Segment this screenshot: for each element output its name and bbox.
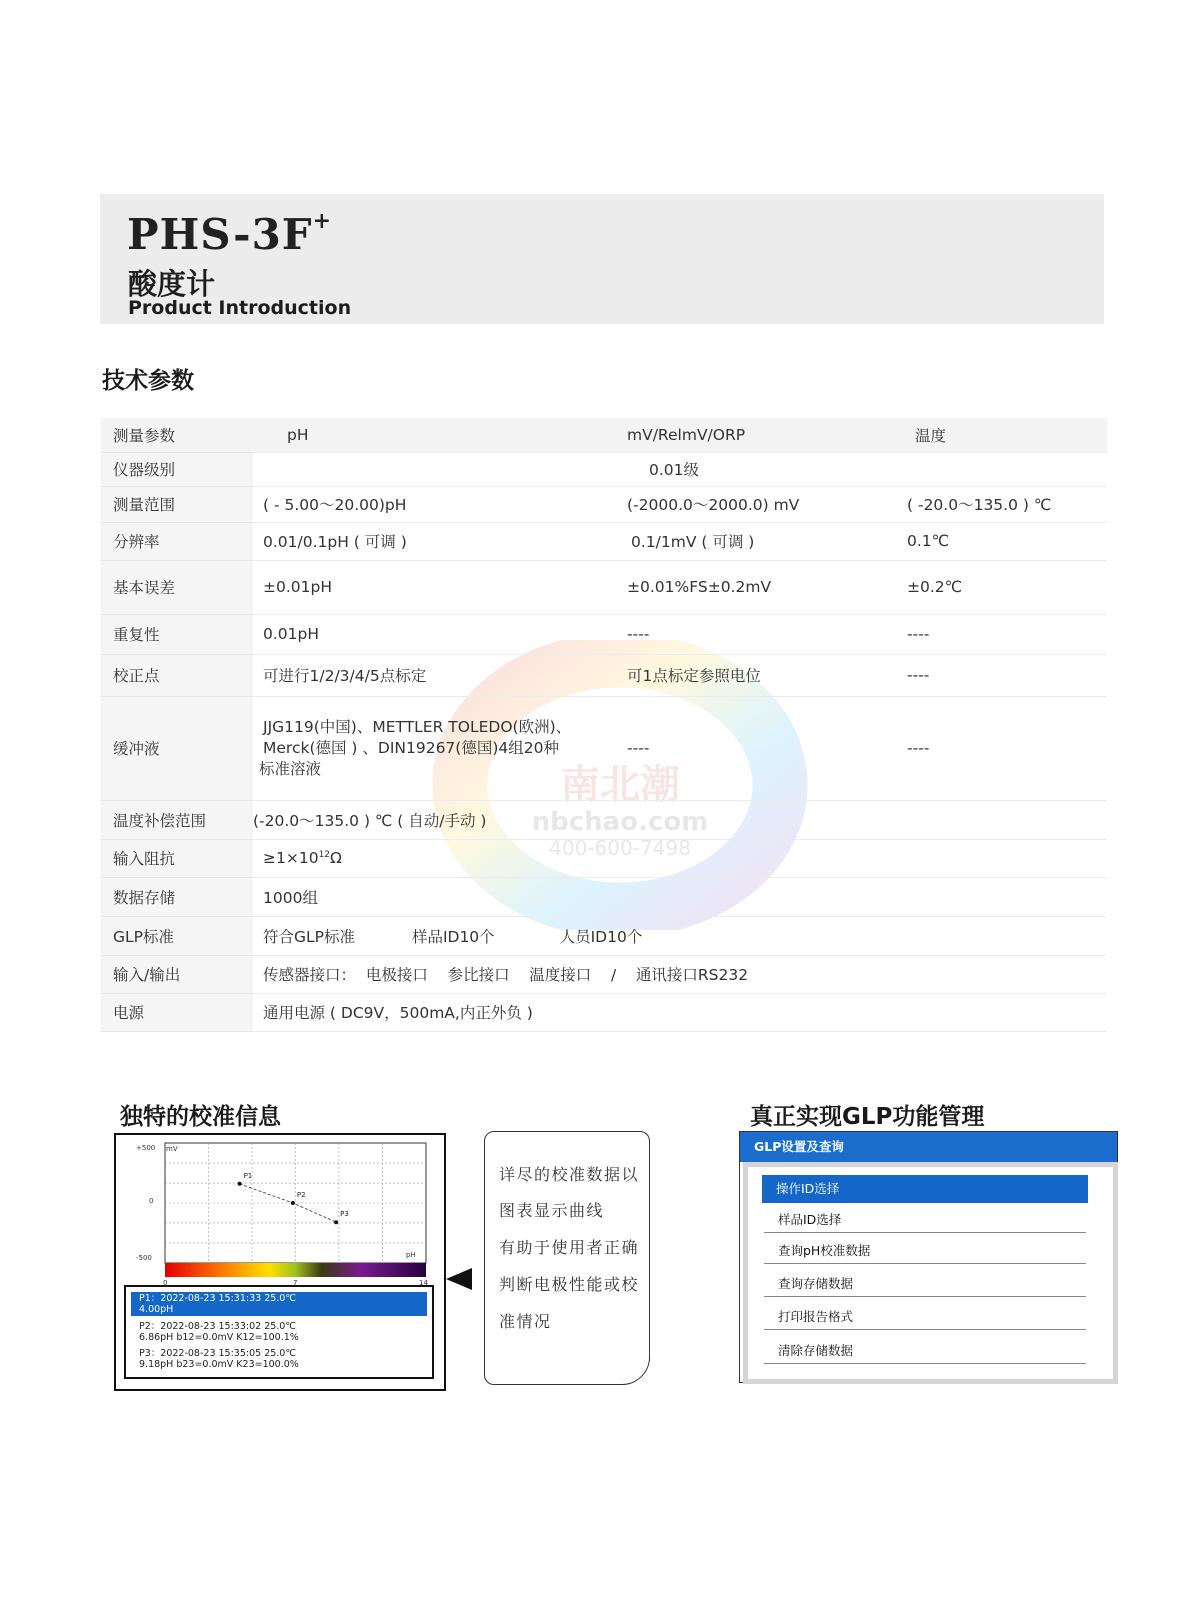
cell-value: ( - 5.00～20.00)pH bbox=[253, 486, 617, 522]
desc-line: 判断电极性能或校 bbox=[499, 1275, 640, 1294]
cell-value: 可进行1/2/3/4/5点标定 bbox=[253, 654, 617, 696]
cell-value: 0.01级 bbox=[253, 452, 1107, 486]
watermark-domain: nbchao.com bbox=[531, 807, 709, 837]
cell-value: ±0.01%FS±0.2mV bbox=[617, 560, 897, 614]
table-row bbox=[101, 696, 1107, 800]
row-label: 分辨率 bbox=[101, 522, 253, 560]
col-header-temp: 温度 bbox=[897, 418, 1107, 452]
product-introduction: Product Introduction bbox=[128, 297, 352, 319]
y-tick-label: +500 bbox=[136, 1144, 156, 1152]
col-header-ph: pH bbox=[253, 418, 617, 452]
cell-value: 0.1℃ bbox=[897, 522, 1107, 560]
menu-item-stored-data[interactable]: 查询存储数据 bbox=[764, 1267, 1086, 1297]
cell-value: ±0.2℃ bbox=[897, 560, 1107, 614]
buffer-line: Merck(德国 ) 、DIN19267(德国)4组20种 bbox=[263, 738, 559, 757]
calibration-point bbox=[334, 1220, 338, 1224]
cell-value: $\ge 1\times 10^{12}\Omega$ bbox=[253, 839, 1107, 877]
glp-value: 符合GLP标准 bbox=[263, 927, 355, 946]
menu-item-sample-id[interactable]: 样品ID选择 bbox=[764, 1203, 1086, 1233]
table-row bbox=[101, 916, 1107, 955]
cell-value bbox=[253, 916, 1107, 955]
calibration-point bbox=[238, 1182, 242, 1186]
calibration-chart bbox=[116, 1135, 444, 1285]
glp-value: 样品ID10个 bbox=[411, 927, 495, 946]
row-label: 测量参数 bbox=[101, 418, 253, 452]
table-row bbox=[101, 654, 1107, 696]
pointer-arrow-icon bbox=[446, 1268, 472, 1290]
header-band bbox=[100, 194, 1104, 324]
cell-value: 0.01/0.1pH ( 可调 ) bbox=[253, 522, 617, 560]
x-tick-label: 0 bbox=[163, 1279, 168, 1285]
glp-section-title: 真正实现GLP功能管理 bbox=[750, 1104, 985, 1130]
x-unit: pH bbox=[406, 1251, 416, 1259]
y-tick-label: 0 bbox=[149, 1197, 154, 1205]
desc-line: 图表显示曲线 bbox=[499, 1201, 605, 1220]
row-label: 仪器级别 bbox=[101, 452, 253, 486]
cell-value: 传感器接口： 电极接口 参比接口 温度接口 / 通讯接口RS232 bbox=[253, 955, 1107, 993]
x-tick-label: 14 bbox=[419, 1279, 428, 1285]
cell-value: 0.01pH bbox=[253, 614, 617, 654]
ph-color-scale bbox=[165, 1263, 426, 1277]
table-row bbox=[101, 486, 1107, 522]
cell-value: ( -20.0～135.0 ) ℃ bbox=[897, 486, 1107, 522]
desc-line: 详尽的校准数据以 bbox=[499, 1165, 640, 1184]
cell-value: 0.1/1mV ( 可调 ) bbox=[617, 522, 897, 560]
point-label: P2 bbox=[296, 1191, 306, 1199]
menu-item-operator-id[interactable]: 操作ID选择 bbox=[762, 1175, 1088, 1203]
table-row bbox=[101, 877, 1107, 916]
buffer-line: 标准溶液 bbox=[259, 759, 322, 778]
cell-value: 可1点标定参照电位 bbox=[617, 654, 897, 696]
row-label: 基本误差 bbox=[101, 560, 253, 614]
table-row bbox=[101, 614, 1107, 654]
product-name-cn: 酸度计 bbox=[128, 267, 216, 301]
model-number: PHS-3F+ bbox=[127, 208, 333, 259]
menu-item-print-format[interactable]: 打印报告格式 bbox=[764, 1300, 1086, 1330]
calibration-description bbox=[484, 1131, 650, 1385]
record-line: P2：2022-08-23 15:33:02 25.0℃ bbox=[139, 1321, 297, 1332]
watermark-phone: 400-600-7498 bbox=[549, 836, 691, 860]
table-row bbox=[101, 955, 1107, 993]
buffer-line: JJG119(中国)、METTLER TOLEDO(欧洲)、 bbox=[263, 717, 572, 736]
y-unit: mV bbox=[166, 1145, 178, 1153]
record-item[interactable] bbox=[139, 1348, 299, 1370]
point-label: P1 bbox=[243, 1171, 253, 1180]
cell-value bbox=[253, 696, 617, 800]
record-item[interactable] bbox=[139, 1321, 299, 1343]
glp-value: 人员ID10个 bbox=[559, 927, 643, 946]
x-tick-label: 7 bbox=[293, 1279, 298, 1285]
table-row bbox=[101, 993, 1107, 1031]
record-line: 6.86pH b12=0.0mV K12=100.1% bbox=[139, 1332, 299, 1343]
record-line: P3：2022-08-23 15:35:05 25.0℃ bbox=[139, 1348, 297, 1359]
row-label: 重复性 bbox=[101, 614, 253, 654]
table-row bbox=[101, 452, 1107, 486]
table-row bbox=[101, 418, 1107, 452]
glp-menu bbox=[743, 1162, 1118, 1384]
menu-item-ph-calibration-data[interactable]: 查询pH校准数据 bbox=[764, 1234, 1086, 1264]
record-selected[interactable] bbox=[131, 1292, 427, 1316]
row-label: 测量范围 bbox=[101, 486, 253, 522]
row-label: 校正点 bbox=[101, 654, 253, 696]
row-label: GLP标准 bbox=[101, 916, 253, 955]
spec-section-title: 技术参数 bbox=[102, 368, 194, 394]
glp-panel-title: GLP设置及查询 bbox=[740, 1132, 1117, 1162]
table-row bbox=[101, 560, 1107, 614]
table-row bbox=[101, 839, 1107, 877]
record-line: 9.18pH b23=0.0mV K23=100.0% bbox=[139, 1359, 299, 1370]
y-tick-label: -500 bbox=[136, 1254, 152, 1262]
row-label: 电源 bbox=[101, 993, 253, 1031]
table-row bbox=[101, 800, 1107, 839]
row-label: 温度补偿范围 bbox=[101, 800, 253, 839]
calibration-section-title: 独特的校准信息 bbox=[120, 1104, 281, 1130]
row-label: 输入阻抗 bbox=[101, 839, 253, 877]
menu-item-clear-data[interactable]: 清除存储数据 bbox=[764, 1334, 1086, 1364]
calibration-panel bbox=[114, 1133, 446, 1391]
plot-grid bbox=[165, 1143, 426, 1263]
calibration-point bbox=[291, 1201, 295, 1205]
calibration-records bbox=[124, 1285, 434, 1379]
glp-menu-panel bbox=[739, 1131, 1118, 1383]
cell-value: ---- bbox=[617, 614, 897, 654]
watermark-cn: 南北潮 bbox=[560, 762, 680, 808]
spec-table bbox=[101, 418, 1107, 1032]
cell-value: ---- bbox=[897, 654, 1107, 696]
cell-value: (-20.0～135.0 ) ℃ ( 自动/手动 ) bbox=[253, 800, 1107, 839]
cell-value: 通用电源 ( DC9V，500mA,内正外负 ) bbox=[253, 993, 1107, 1031]
row-label: 输入/输出 bbox=[101, 955, 253, 993]
col-header-mv: mV/RelmV/ORP bbox=[617, 418, 897, 452]
cell-value: (-2000.0～2000.0) mV bbox=[617, 486, 897, 522]
cell-value: ---- bbox=[897, 696, 1107, 800]
cell-value: ±0.01pH bbox=[253, 560, 617, 614]
row-label: 缓冲液 bbox=[101, 696, 253, 800]
record-line: 4.00pH bbox=[139, 1304, 174, 1315]
desc-line: 有助于使用者正确 bbox=[499, 1238, 640, 1257]
record-line: P1：2022-08-23 15:31:33 25.0℃ bbox=[139, 1293, 297, 1304]
point-label: P3 bbox=[340, 1210, 349, 1219]
cell-value: ---- bbox=[897, 614, 1107, 654]
cell-value: 1000组 bbox=[253, 877, 1107, 916]
table-row bbox=[101, 522, 1107, 560]
desc-line: 准情况 bbox=[499, 1312, 552, 1331]
row-label: 数据存储 bbox=[101, 877, 253, 916]
cell-value: ---- bbox=[617, 696, 897, 800]
